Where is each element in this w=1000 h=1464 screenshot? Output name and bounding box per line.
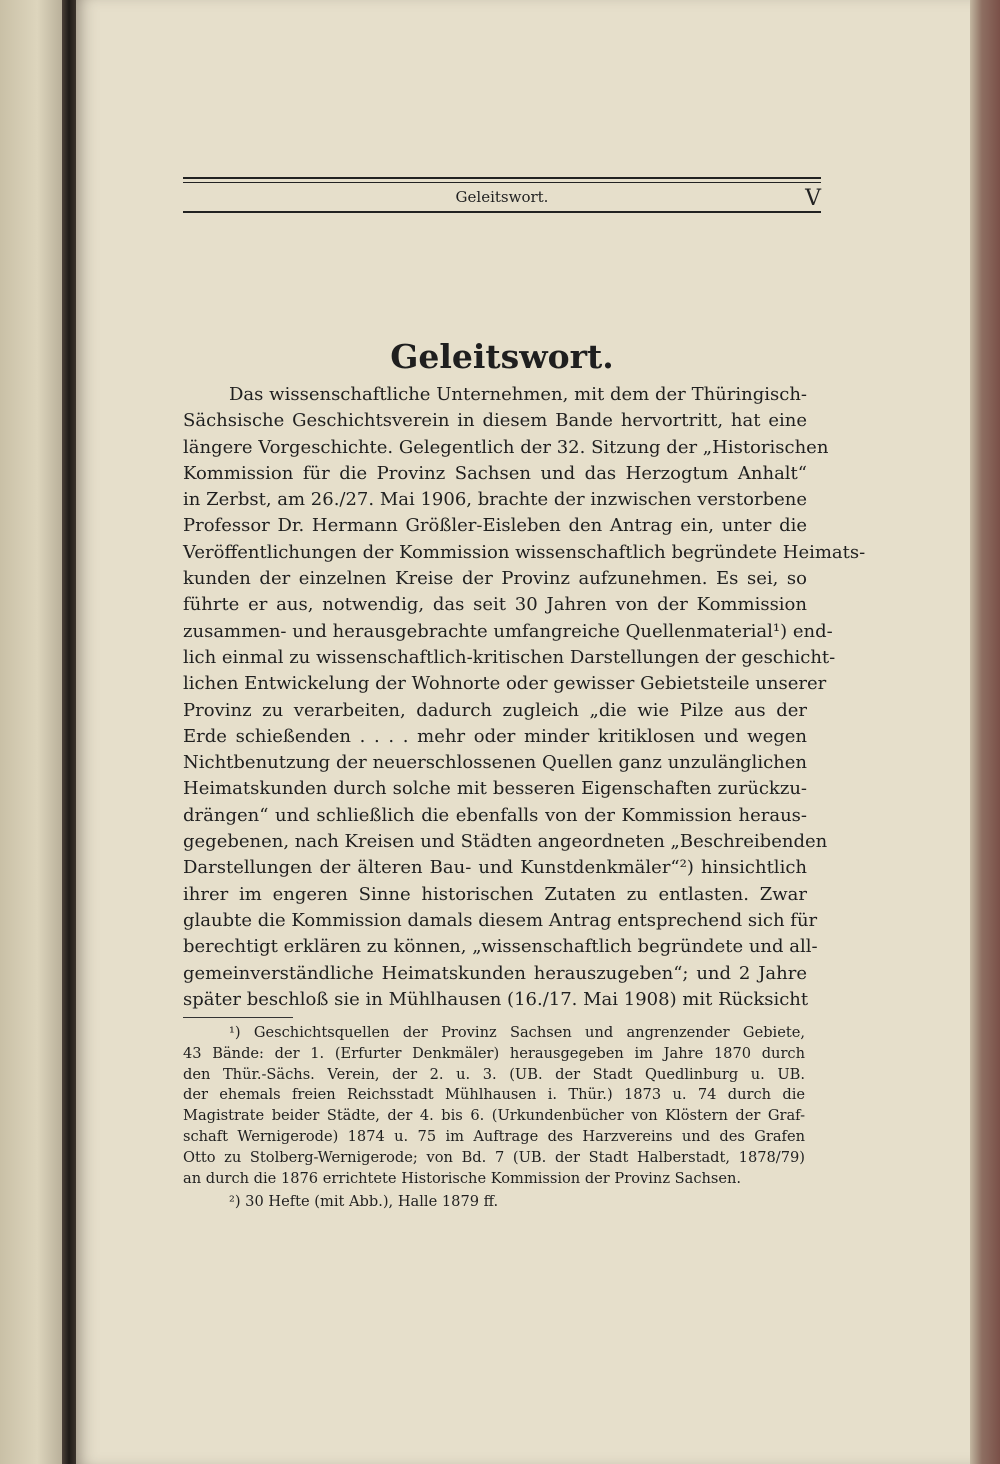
page-title: Geleitswort. <box>390 337 614 376</box>
body-line: Heimatskunden durch solche mit besseren Eigenschaften zurückzu- <box>183 778 807 800</box>
book-cover-edge <box>970 0 1000 1464</box>
header-rule-top-thin <box>183 182 821 183</box>
body-line: lich einmal zu wissenschaftlich-kritischen Darstellungen der geschicht- <box>183 646 836 668</box>
running-head <box>183 188 821 212</box>
body-line: berechtigt erklären zu können, „wissenschaftlich begründete und all- <box>183 936 818 958</box>
footnote-2: ²) 30 Hefte (mit Abb.), Halle 1879 ff. <box>229 1193 499 1211</box>
body-line: zusammen- und herausgebrachte umfangreiche Quellenmaterial¹) end- <box>183 620 833 642</box>
body-line: Provinz zu verarbeiten, dadurch zugleich „die wie Pilze aus der <box>183 699 807 721</box>
body-line: längere Vorgeschichte. Gelegentlich der 32. Sitzung der „Historischen <box>183 436 829 458</box>
footnote-1-line: an durch die 1876 errichtete Historische Kommission der Provinz Sachsen. <box>183 1169 742 1187</box>
body-line: ihrer im engeren Sinne historischen Zutaten zu entlasten. Zwar <box>183 883 807 905</box>
footnote-1-line: schaft Wernigerode) 1874 u. 75 im Auftrage des Harzvereins und des Grafen <box>183 1127 805 1145</box>
body-line: später beschloß sie in Mühlhausen (16./17. Mai 1908) mit Rücksicht <box>183 988 809 1010</box>
body-line: Professor Dr. Hermann Größler-Eisleben den Antrag ein, unter die <box>183 515 807 537</box>
body-line: Das wissenschaftliche Unternehmen, mit dem der Thüringisch- <box>229 384 807 405</box>
body-line: Nichtbenutzung der neuerschlossenen Quellen ganz unzulänglichen <box>183 752 807 774</box>
body-line: lichen Entwickelung der Wohnorte oder gewisser Gebietsteile unserer <box>183 673 827 695</box>
body-line: gemeinverständliche Heimatskunden herauszugeben“; und 2 Jahre <box>183 962 807 984</box>
footnote-rule <box>183 1017 293 1018</box>
body-line: in Zerbst, am 26./27. Mai 1906, brachte der inzwischen verstorbene <box>183 489 807 511</box>
footnote-1-line: den Thür.-Sächs. Verein, der 2. u. 3. (UB. der Stadt Quedlinburg u. UB. <box>183 1065 805 1083</box>
body-line: führte er aus, notwendig, das seit 30 Jahren von der Kommission <box>183 594 807 616</box>
page-number: V <box>805 186 821 211</box>
body-line: drängen“ und schließlich die ebenfalls von der Kommission heraus- <box>183 804 807 826</box>
header-rule-bottom <box>183 211 821 213</box>
body-line: gegebenen, nach Kreisen und Städten angeordneten „Beschreibenden <box>183 831 828 853</box>
footnote-1-line: der ehemals freien Reichsstadt Mühlhausen i. Thür.) 1873 u. 74 durch die <box>183 1086 805 1104</box>
footnote-1-line: Otto zu Stolberg-Wernigerode; von Bd. 7 (UB. der Stadt Halberstadt, 1878/79) <box>183 1148 805 1166</box>
body-line: Veröffentlichungen der Kommission wissenschaftlich begründete Heimats- <box>183 541 866 563</box>
book-gutter <box>62 0 76 1464</box>
header-rule-top-thick <box>183 177 821 179</box>
body-line: Darstellungen der älteren Bau- und Kunstdenkmäler“²) hinsichtlich <box>183 857 807 879</box>
footnote-1-line: 43 Bände: der 1. (Erfurter Denkmäler) herausgegeben im Jahre 1870 durch <box>183 1044 805 1062</box>
footnote-1-line: Magistrate beider Städte, der 4. bis 6. (Urkundenbücher von Klöstern der Graf- <box>183 1107 805 1125</box>
body-line: Kommission für die Provinz Sachsen und das Herzogtum Anhalt“ <box>183 462 807 484</box>
body-line: Sächsische Geschichtsverein in diesem Bande hervortritt, hat eine <box>183 410 807 432</box>
body-line: kunden der einzelnen Kreise der Provinz aufzunehmen. Es sei, so <box>183 568 807 590</box>
body-line: glaubte die Kommission damals diesem Antrag entsprechend sich für <box>183 909 818 931</box>
body-paragraph <box>183 382 866 1013</box>
facing-page-edge <box>0 0 64 1464</box>
footnote-1-line: ¹) Geschichtsquellen der Provinz Sachsen und angrenzender Gebiete, <box>229 1024 805 1041</box>
body-line: Erde schießenden . . . . mehr oder minder kritiklosen und wegen <box>183 725 807 747</box>
running-head-title: Geleitswort. <box>455 188 549 206</box>
footnotes <box>183 1023 805 1213</box>
